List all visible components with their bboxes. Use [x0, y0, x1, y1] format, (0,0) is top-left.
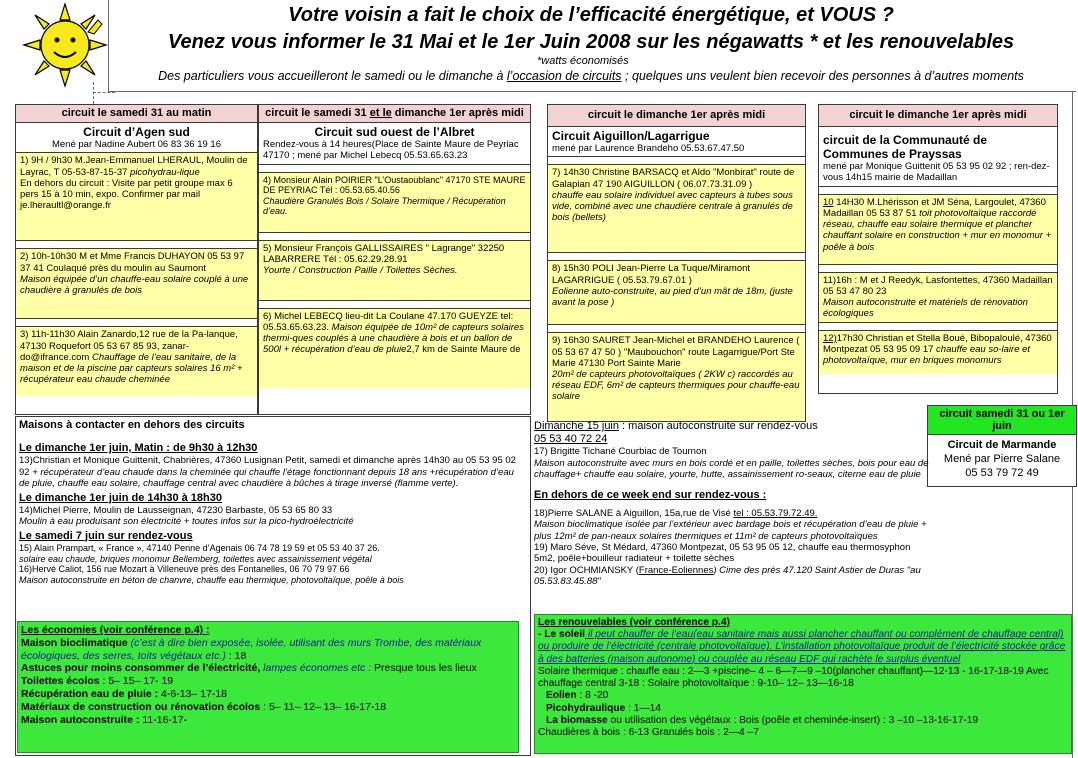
circuit-header: circuit le dimanche 1er après midi — [819, 105, 1057, 127]
divider — [259, 164, 530, 172]
list-item: 5) Monsieur François GALLISSAIRES " Lagrange" 32250 LABARRERE Tél : 05.62.29.28.91 Yourte / Construction Paille / Toilettes Sèches. — [259, 240, 530, 300]
section-heading: Le samedi 7 juin sur rendez-vous — [19, 529, 193, 542]
section-title: Maisons à contacter en dehors des circuits — [19, 419, 245, 431]
list-item: 16)Hervé Caliot, 156 rue Mozart à Villeneuve près des Fontanelles, 06 70 79 97 66 Maison autoconstruite en béton de chanvre, chauffe eau thermique, photovoltaïque, poêle à bois — [19, 564, 404, 586]
list-item: 4) Monsieur Alain POIRIER "L’Oustaoublanc" 47170 STE MAURE DE PEYRIAC Tél : 05.53.65.40.56 Chaudière Granulés Bois / Solaire Thermique / Récupération d’eau. — [259, 172, 530, 232]
circuit-body — [928, 435, 1076, 480]
list-item: La biomasse ou utilisation des végétaux : Bois (poêle et cheminée-insert) : 3 –10 –13-16-17-19 — [546, 714, 979, 726]
divider — [259, 232, 530, 240]
sun-icon — [22, 2, 108, 88]
divider — [819, 264, 1057, 272]
list-item: 11)16h : M et J Reedyk, Lasfontettes, 47360 Madaillan 05 53 47 80 23 Maison autoconstruite et matériels de rénovation écologiques — [819, 272, 1057, 322]
circuit-guide: Rendez-vous à 14 heures(Place de Sainte Maure de Peyriac 47170 ; mené par Michel Lebecq 05.53.65.63.23 — [263, 139, 519, 162]
divider — [548, 156, 805, 164]
list-item: 13)Christian et Monique Guittenit, Chabrières, 47360 Lusignan Petit, samedi et dimanche après 14h30 au 05 53 95 02 92 + récupérateur d’eau chaude dans la cheminée qui chauffe l’étage fonctionnant depuis 18 ans +récupération d’eau de pluie, chauffe eau solaire, chauffage central avec chaudière à bûches à tirage inversé (flamme verte). — [19, 455, 516, 490]
economies-panel — [17, 621, 519, 753]
list-item: 15) Alain Prampart, « France », 47140 Penne d’Agenais 06 74 78 19 59 et 05 53 40 37 26. solaire eau chaude, briques monomur Bellemberg, toilettes avec assainissement végétal — [19, 542, 380, 564]
circuit-header: circuit le samedi 31 et le dimanche 1er après midi — [259, 105, 530, 123]
divider — [259, 300, 530, 308]
list-item: 9) 16h30 SAURET Jean-Michel et BRANDEHO Laurence ( 05 53 67 47 50 ) "Maubouchon" route Lagarrigue/Port Ste Marie 47130 Port Sainte Marie 20m² de capteurs photovoltaïques ( 2KW c) raccordés au réseau EDF, 6m² de capteurs thermiques pour chauffe-eau solaire — [548, 332, 805, 422]
list-item: 10 14H30 M.Lhérisson et JM Séna, Largoulet, 47360 Madaillan 05 53 87 51 toit photovoltaïque raccordé réseau, chauffe eau solaire thermique et plancher chauffant solaire en construction + mur en monomur + poêle à bois — [819, 194, 1057, 264]
circuit-title: Circuit sud ouest de l’Albret — [314, 124, 475, 139]
section-heading: Le dimanche 1er juin, Matin : de 9h30 à 12h30 — [19, 442, 258, 455]
circuit-title: Circuit d’Agen sud — [83, 124, 190, 139]
divider — [16, 318, 257, 326]
section-heading: Le dimanche 1er juin de 14h30 à 18h30 — [19, 491, 222, 504]
list-item: 18)Pierre SALANE à Aiguillon, 15a,rue de Visé tel : 05.53.79.72.49. Maison bioclimatique isolée par l’extérieur avec bardage bois et récupération d’eau de pluie + plus 12m² de pan-neaux solaires thermiques et 11m² de capteurs photovoltaïques — [534, 507, 927, 542]
divider — [16, 240, 257, 248]
list-item: 12)17h30 Christian et Stella Boué, Bibopaloulé, 47360 Montpezat 05 53 95 09 17 chauffe eau so-laire et photovoltaïque, mur en briques monomurs — [819, 330, 1057, 374]
header-line-4: Des particuliers vous accueilleront le samedi ou le dimanche à l’occasion de circuits ; quelques uns veulent bien recevoir des personnes à d’autres moments — [158, 69, 1024, 83]
header-footnote: *watts économisés — [537, 55, 629, 67]
list-item: Eolien : 8 -20 — [546, 690, 609, 702]
renouvelables-panel — [534, 614, 1072, 754]
divider — [548, 324, 805, 332]
divider — [819, 186, 1057, 194]
phone-number: 05 53 40 72 24 — [534, 433, 608, 446]
list-item: 3) 11h-11h30 Alain Zanardo,12 rue de la Pa-lanque, 47130 Roquefort 05 53 67 85 93, zanar-do@ifrance.com Chauffage de l’eau sanitaire, de la maison et de la piscine par capteurs solaires 16 m² + récupérateur eau chaude cheminée — [16, 326, 257, 396]
list-item: 2) 10h-10h30 M et Mme Francis DUHAYON 05 53 97 37 41 Coulaqué près du moulin au Saumont Maison équipée d’un chauffe-eau solaire couplé à une chaudière à granulés de bois — [16, 248, 257, 318]
circuit-sud-ouest-albret — [258, 104, 531, 415]
circuit-guide: Mené par Pierre Salane — [943, 452, 1061, 465]
circuit-prayssas — [818, 104, 1058, 394]
list-item: 17) Brigitte Tichané Courbiac de Tournon Maison autoconstruite avec murs en bois cordé et en paille, toilettes sèches, bois pour eau de chauffage+ chauffe eau solaire, yourte, hutte, assainissement ro-seaux, citerne eau de pluie — [534, 446, 929, 481]
section-heading: Les renouvelables (voir conférence p.4) — [538, 617, 730, 628]
circuit-title: Circuit de Marmande — [947, 439, 1057, 451]
list-item: Récupération eau de pluie : 4-6-13– 17-18 — [21, 687, 228, 700]
list-item: Chaudières à bois : 6-13 Granulés bois : 2—4 –7 — [538, 727, 759, 739]
section-heading: Les économies (voir conférence p.4) : — [21, 624, 210, 636]
circuit-guide: mené par Monique Guittenit 05 53 95 02 92 ; ren-dez-vous 14h15 mairie de Madaillan — [823, 161, 1050, 184]
list-item: Picohydraulique : 1—14 — [546, 702, 661, 714]
circuit-guide: Mené par Nadine Aubert 06 83 36 19 16 — [51, 139, 221, 151]
list-item: Maison bioclimatique (c’est à dire bien exposée, isolée, utilisant des murs Trombe, des matériaux écologiques, des serres, toits végétaux etc.) : 18 — [21, 636, 482, 662]
list-item: 8) 15h30 POLI Jean-Pierre La Tuque/Miramont LAGARRIGUE ( 05.53.79.67.01 ) Eolienne auto-construite, au pied d’un mât de 18m, (juste avant la pose ) — [548, 260, 805, 324]
circuit-header: circuit le samedi 31 au matin — [16, 105, 257, 123]
list-item: Matériaux de construction ou rénovation écolos : 5– 11– 12– 13– 16-17-18 — [21, 700, 387, 713]
circuit-header: circuit le dimanche 1er après midi — [548, 105, 805, 127]
circuit-marmande — [927, 405, 1077, 487]
section-heading: Dimanche 15 juin : maison autoconstruite sur rendez-vous — [534, 420, 818, 432]
list-item: 7) 14h30 Christine BARSACQ et Aldo "Monbirat" route de Galapian 47 190 AIGUILLON ( 06.07.73.31.09 ) chauffe eau solaire individuel avec capteurs à tubes sous vide, combiné avec une chaudière centrale à granulés de bois (bellets) — [548, 164, 805, 252]
list-item: 14)Michel Pierre, Moulin de Lausseignan, 47230 Barbaste, 05 53 65 80 33 Moulin à eau produisant son électricité + toutes infos sur la pico-hydroélectricité — [19, 504, 354, 528]
circuit-title: Circuit Aiguillon/Lagarrigue — [552, 128, 710, 143]
list-item: 6) Michel LEBECQ lieu-dit La Coulane 47.170 GUEYZE tel: 05.53.65.63.23. Maison équipée de 10m² de capteurs solaires thermi-ques couplés à une chaudière à bois et un ballon de 500l + récupération d’eau de pluie2,7 km de Sainte Maure de — [259, 308, 530, 388]
dashed-marker — [93, 92, 115, 93]
list-item: Toilettes écolos : 5– 15– 17- 19 — [21, 675, 174, 688]
autres-maisons — [534, 420, 930, 612]
circuit-aiguillon-lagarrigue — [547, 104, 806, 422]
divider — [548, 252, 805, 260]
list-item: Astuces pour moins consommer de l’électricité, lampes économes etc : Presque tous les lieux — [21, 662, 477, 675]
list-item: Maison autoconstruite : 11-16-17- — [21, 713, 188, 726]
circuit-guide: mené par Laurence Brandeho 05.53.67.47.50 — [552, 143, 745, 155]
list-item: 20) Igor OCHMIANSKY (France-Eoliennes) Cime des près 47.120 Saint Astier de Duras "au 05.53.83.45.88" — [534, 564, 921, 588]
list-item: 1) 9H / 9h30 M.Jean-Emmanuel LHERAUL, Moulin de Layrac, T 05-53-87-15-37 picohydrau-lique En dehors du circuit : Visite par petit groupe max 6 pers 15 à 10 min, expo. Confirmer par mail je.lheraultl@orange.fr — [16, 152, 257, 240]
circuit-agen-sud — [15, 104, 258, 415]
circuit-title: circuit de la Communauté de Communes de Prayssas — [823, 132, 988, 162]
list-item: Solaire thermique : chauffe eau : 2—3 +piscine– 4 – 6—7—9 –10(plancher chauffant)—12-13 - 16-17-18-19 Avec chauffage central 3-18 : Solaire photovoltaïque : 9-10– 12– 13—16-18 — [538, 665, 1049, 690]
list-item: - Le soleil il peut chauffer de l’eau(eau sanitaire mais aussi plancher chauffant ou complément de chauffage central) ou produire de l’électricité (centrale photovoltaïque). L’installation photovoltaïque produit de l’électricité stockée grâce à des batteries (maison autonome) ou couplée au réseau EDF qui rachète le surplus éventuel — [538, 629, 1066, 665]
list-item: 19) Maro Séve, St Médard, 47360 Montpezat, 05 53 95 05 12, chauffe eau thermosyphon 5m2, poêle+bouilleur radiateur + toilette sèches — [534, 541, 911, 565]
divider — [819, 322, 1057, 330]
circuit-phone: 05 53 79 72 49 — [965, 466, 1039, 479]
section-heading: En dehors de ce week end sur rendez-vous : — [534, 488, 767, 501]
dashed-marker — [93, 82, 94, 104]
header-line-1: Votre voisin a fait le choix de l’efficacité énergétique, et VOUS ? — [288, 4, 894, 26]
circuit-header: circuit samedi 31 ou 1er juin — [928, 406, 1076, 435]
header-line-2: Venez vous informer le 31 Mai et le 1er Juin 2008 sur les négawatts * et les renouvelables — [167, 31, 1015, 53]
